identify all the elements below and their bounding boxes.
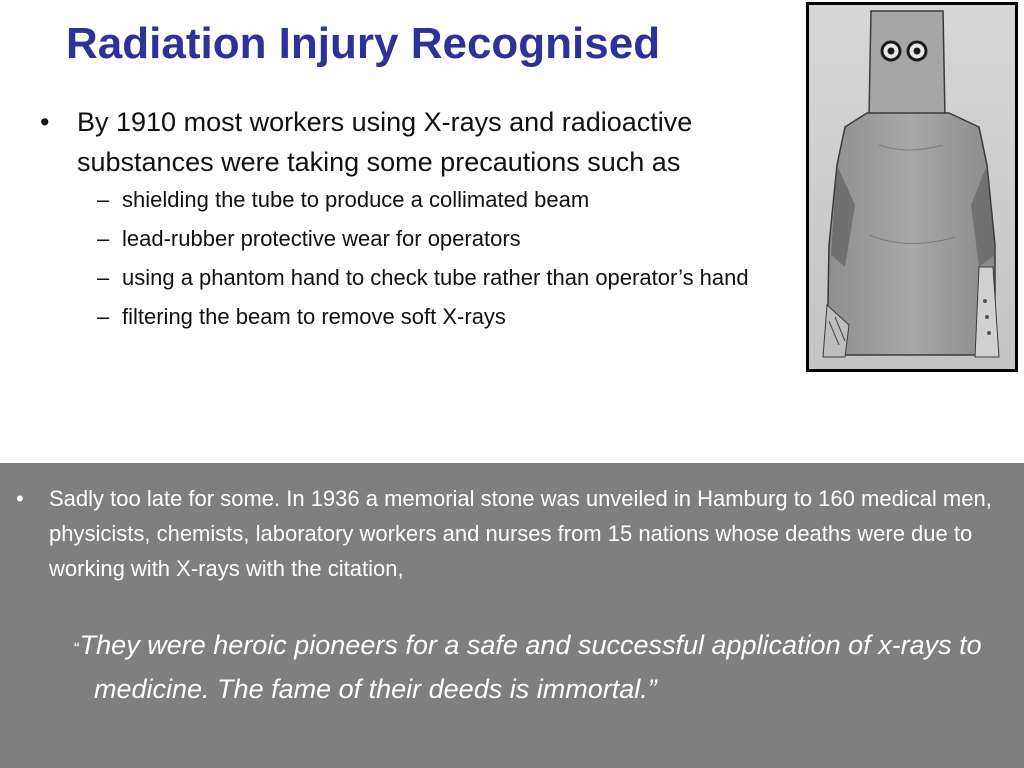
protective-suit-illustration (809, 5, 1015, 369)
memorial-quote (64, 625, 1014, 709)
quote-open-mark: “ (74, 639, 80, 658)
sub-item-text: shielding the tube to produce a collimated beam (122, 187, 590, 212)
sub-item-phantom-hand (77, 262, 780, 293)
sub-item-protective-wear (77, 223, 780, 254)
main-bullet-text: By 1910 most workers using X-rays and radioactive substances were taking some precautions such as (77, 107, 693, 177)
sub-item-text: lead-rubber protective wear for operators (122, 226, 521, 251)
dash-marker: – (97, 226, 110, 251)
sub-item-shielding (77, 184, 780, 215)
protective-suit-photo (806, 2, 1018, 372)
bullet-marker: • (16, 486, 24, 511)
quote-text: They were heroic pioneers for a safe and successful application of x-rays to medicine. The fame of their deeds is immortal.” (79, 630, 982, 704)
sub-item-text: filtering the beam to remove soft X-rays (122, 304, 506, 329)
memorial-bullet-item (16, 481, 1016, 586)
main-bullet-item (40, 102, 780, 332)
dash-marker: – (97, 187, 110, 212)
slide-title: Radiation Injury Recognised (66, 19, 661, 68)
sub-item-text: using a phantom hand to check tube rather than operator’s hand (122, 265, 749, 290)
precautions-list (40, 102, 780, 340)
precautions-sublist (77, 184, 780, 332)
dash-marker: – (97, 304, 110, 329)
bullet-marker: • (40, 107, 50, 137)
dash-marker: – (97, 265, 110, 290)
sub-item-filtering (77, 301, 780, 332)
memorial-text: Sadly too late for some. In 1936 a memorial stone was unveiled in Hamburg to 160 medical men, physicists, chemists, laboratory workers and nurses from 15 nations whose deaths were due to working with X-rays with the citation, (49, 486, 992, 581)
memorial-panel (0, 463, 1024, 768)
